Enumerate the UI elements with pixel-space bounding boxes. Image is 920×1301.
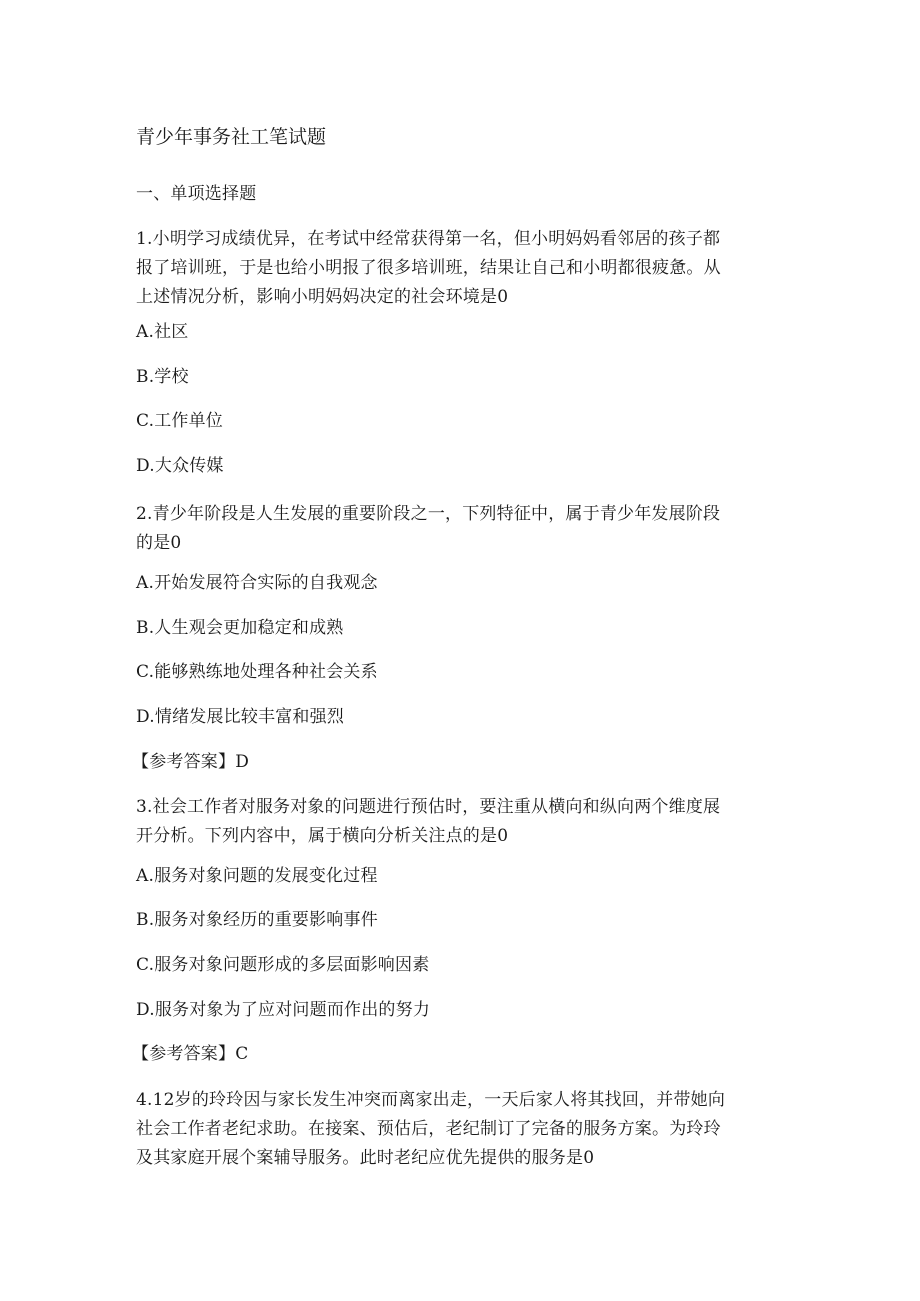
question-1-stem-line: 报了培训班，于是也给小明报了很多培训班，结果让自己和小明都很疲惫。从 — [136, 258, 721, 278]
question-2-stem — [136, 500, 786, 558]
question-3-option-b: B.服务对象经历的重要影响事件 — [136, 910, 378, 930]
question-2-stem-line: 2.青少年阶段是人生发展的重要阶段之一，下列特征中，属于青少年发展阶段 — [136, 504, 721, 524]
question-3-stem-line: 开分析。下列内容中，属于横向分析关注点的是0 — [136, 826, 509, 846]
question-3-answer: 【参考答案】C — [132, 1044, 249, 1064]
question-1-stem-line: 1.小明学习成绩优异，在考试中经常获得第一名，但小明妈妈看邻居的孩子都 — [136, 229, 721, 249]
question-4-stem-line: 及其家庭开展个案辅导服务。此时老纪应优先提供的服务是0 — [136, 1148, 595, 1168]
section-heading: 一、单项选择题 — [136, 184, 257, 204]
question-2-stem-line: 的是0 — [136, 533, 182, 553]
question-1-stem-line: 上述情况分析，影响小明妈妈决定的社会环境是0 — [136, 287, 509, 307]
question-4-stem-line: 社会工作者老纪求助。在接案、预估后，老纪制订了完备的服务方案。为玲玲 — [136, 1119, 721, 1139]
question-3-option-a: A.服务对象问题的发展变化过程 — [136, 866, 378, 886]
question-2-option-a: A.开始发展符合实际的自我观念 — [136, 573, 378, 593]
question-2-answer: 【参考答案】D — [132, 752, 250, 772]
question-3-stem — [136, 793, 786, 851]
question-1-stem — [136, 225, 786, 312]
question-3-option-c: C.服务对象问题形成的多层面影响因素 — [136, 955, 430, 975]
question-1-option-c: C.工作单位 — [136, 411, 224, 431]
question-2-option-c: C.能够熟练地处理各种社会关系 — [136, 662, 378, 682]
question-1-option-a: A.社区 — [136, 322, 189, 342]
question-1-option-b: B.学校 — [136, 367, 189, 387]
question-2-option-b: B.人生观会更加稳定和成熟 — [136, 618, 344, 638]
question-3-stem-line: 3.社会工作者对服务对象的问题进行预估时，要注重从横向和纵向两个维度展 — [136, 797, 721, 817]
document-title: 青少年事务社工笔试题 — [136, 126, 327, 148]
question-4-stem — [136, 1086, 786, 1173]
question-2-option-d: D.情绪发展比较丰富和强烈 — [136, 707, 345, 727]
question-3-option-d: D.服务对象为了应对问题而作出的努力 — [136, 1000, 431, 1020]
question-4-stem-line: 4.12岁的玲玲因与家长发生冲突而离家出走，一天后家人将其找回，并带她向 — [136, 1090, 726, 1110]
question-1-option-d: D.大众传媒 — [136, 456, 224, 476]
